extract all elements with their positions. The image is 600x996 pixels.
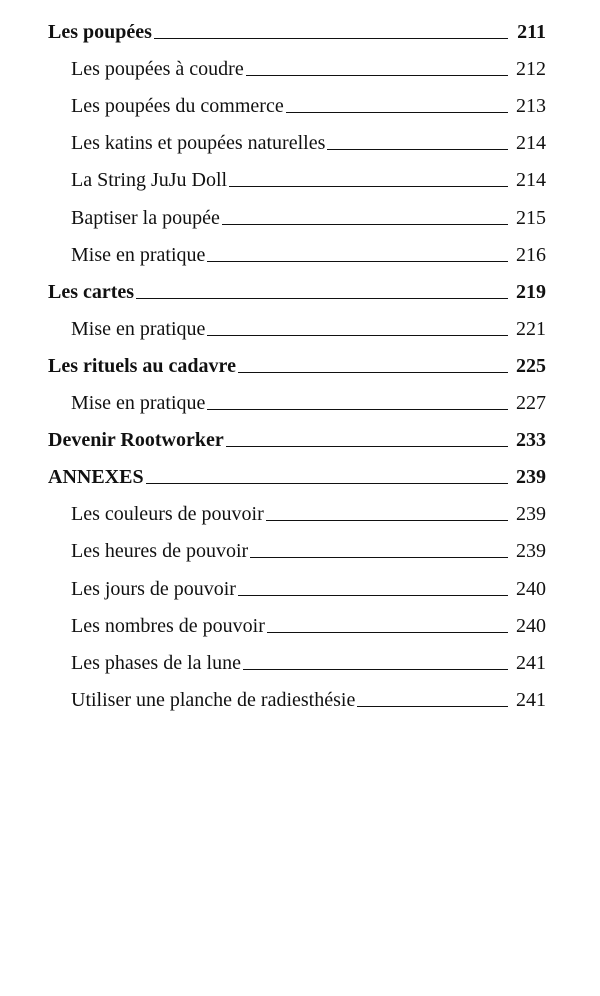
toc-entry-page: 221	[516, 317, 546, 340]
toc-entry-title: Les phases de la lune	[71, 651, 241, 674]
toc-entry-page: 239	[516, 466, 546, 489]
dot-leader	[207, 408, 508, 410]
dot-leader	[286, 111, 508, 113]
toc-entry-page: 233	[516, 429, 546, 452]
toc-entry-page: 219	[516, 280, 546, 303]
toc-entry-title: Les couleurs de pouvoir	[71, 503, 264, 526]
toc-entry[interactable]	[0, 86, 546, 123]
toc-entry[interactable]	[0, 123, 546, 160]
toc-entry[interactable]	[0, 457, 546, 494]
toc-entry-page: 214	[516, 169, 546, 192]
dot-leader	[136, 297, 508, 299]
toc-entry-title: Les jours de pouvoir	[71, 577, 236, 600]
dot-leader	[243, 668, 508, 670]
dot-leader	[250, 556, 508, 558]
toc-entry[interactable]	[0, 531, 546, 568]
dot-leader	[238, 594, 508, 596]
toc-entry-title: Mise en pratique	[71, 317, 206, 340]
dot-leader	[229, 185, 508, 187]
toc-entry[interactable]	[0, 680, 546, 717]
toc-entry-title: Les poupées	[48, 21, 152, 44]
toc-entry-page: 213	[516, 95, 546, 118]
toc-entry-title: Les poupées du commerce	[71, 95, 284, 118]
toc-entry-title: Les heures de pouvoir	[71, 540, 249, 563]
toc-entry-title: Les katins et poupées naturelles	[71, 132, 326, 155]
toc-entry[interactable]	[0, 235, 546, 272]
toc-entry[interactable]	[0, 643, 546, 680]
table-of-contents	[0, 12, 600, 717]
toc-entry[interactable]	[0, 383, 546, 420]
toc-entry-page: 240	[516, 614, 546, 637]
toc-entry[interactable]	[0, 606, 546, 643]
dot-leader	[207, 260, 508, 262]
toc-entry[interactable]	[0, 197, 546, 234]
toc-entry-page: 239	[516, 540, 546, 563]
toc-entry-title: Mise en pratique	[71, 243, 206, 266]
toc-entry[interactable]	[0, 420, 546, 457]
toc-entry[interactable]	[0, 309, 546, 346]
dot-leader	[266, 519, 508, 521]
toc-entry[interactable]	[0, 494, 546, 531]
toc-entry-page: 212	[516, 58, 546, 81]
dot-leader	[327, 148, 508, 150]
toc-entry-page: 227	[516, 392, 546, 415]
toc-entry-title: Les nombres de pouvoir	[71, 614, 265, 637]
toc-entry-title: Mise en pratique	[71, 392, 206, 415]
toc-entry[interactable]	[0, 49, 546, 86]
dot-leader	[238, 371, 508, 373]
toc-entry-page: 215	[516, 206, 546, 229]
toc-entry-title: Les cartes	[48, 280, 135, 303]
dot-leader	[246, 74, 508, 76]
dot-leader	[154, 37, 508, 39]
toc-entry-title: Les rituels au cadavre	[48, 354, 236, 377]
dot-leader	[207, 334, 508, 336]
toc-entry-title: ANNEXES	[48, 466, 144, 489]
toc-entry-page: 216	[516, 243, 546, 266]
dot-leader	[222, 223, 508, 225]
toc-entry-page: 239	[516, 503, 546, 526]
dot-leader	[267, 631, 508, 633]
toc-entry[interactable]	[0, 568, 546, 605]
dot-leader	[357, 705, 508, 707]
toc-entry-title: Utiliser une planche de radiesthésie	[71, 688, 356, 711]
toc-entry-title: La String JuJu Doll	[71, 169, 228, 192]
toc-entry-page: 241	[516, 651, 546, 674]
toc-entry-title: Les poupées à coudre	[71, 58, 244, 81]
toc-entry-page: 240	[516, 577, 546, 600]
toc-entry-page: 214	[516, 132, 546, 155]
toc-entry-page: 211	[517, 21, 546, 44]
toc-entry[interactable]	[0, 160, 546, 197]
dot-leader	[146, 482, 508, 484]
toc-entry-title: Devenir Rootworker	[48, 429, 224, 452]
toc-entry[interactable]	[0, 346, 546, 383]
toc-entry[interactable]	[0, 272, 546, 309]
toc-entry-title: Baptiser la poupée	[71, 206, 220, 229]
toc-entry[interactable]	[0, 12, 546, 49]
toc-entry-page: 225	[516, 354, 546, 377]
dot-leader	[226, 445, 508, 447]
toc-entry-page: 241	[516, 688, 546, 711]
